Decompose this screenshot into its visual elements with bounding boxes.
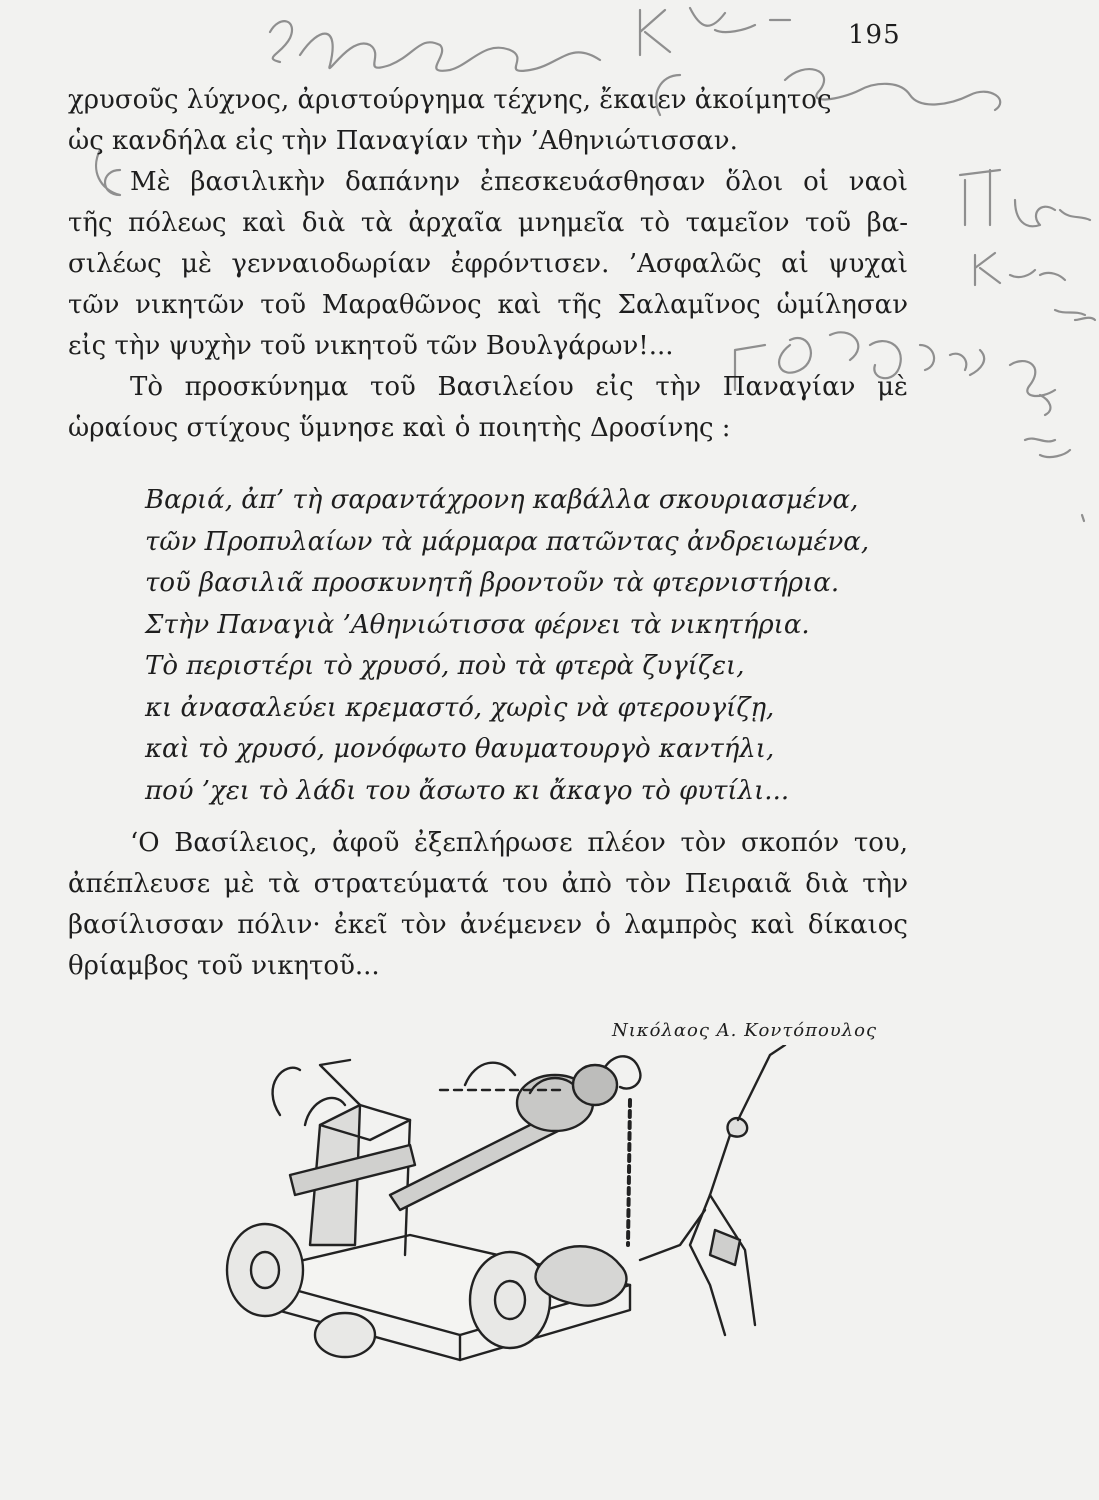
paragraph-3-line-2: ὡραίους στίχους ὕμνησε καὶ ὁ ποιητὴς Δροσίνης :: [68, 413, 731, 443]
poem-line-2: τῶν Προπυλαίων τὰ μάρμαρα πατῶντας ἀνδρειωμένα,: [145, 526, 870, 557]
poem-line-6: κι ἀνασαλεύει κρεμαστό, χωρὶς νὰ φτερουγίζῃ,: [145, 692, 775, 723]
pencil-scribble-k: [640, 8, 790, 55]
poem-line-7: καὶ τὸ χρυσό, μονόφωτο θαυματουργὸ καντήλι,: [145, 734, 775, 764]
paragraph-2-line-3: σιλέως μὲ γενναιοδωρίαν ἐφρόντισεν. ’Ασφαλῶς αἱ ψυχαὶ: [68, 249, 908, 279]
paragraph-2-line-1: Μὲ βασιλικὴν δαπάνην ἐπεσκευάσθησαν ὅλοι οἱ ναοὶ: [130, 167, 908, 197]
poem-line-8: πού ’χει τὸ λάδι του ἄσωτο κι ἄκαγο τὸ φυτίλι...: [145, 775, 790, 806]
page-number: 195: [848, 20, 901, 50]
paragraph-2-line-5: εἰς τὴν ψυχὴν τοῦ νικητοῦ τῶν Βουλγάρων!...: [68, 331, 674, 361]
pencil-dot: [1082, 515, 1084, 521]
pencil-scribble-right4: [1010, 361, 1070, 457]
body-text-top: [68, 80, 908, 449]
paragraph-2-line-4: τῶν νικητῶν τοῦ Μαραθῶνος καὶ τῆς Σαλαμῖνος ὡμίλησαν: [68, 290, 908, 320]
catapult-illustration: [210, 1045, 810, 1365]
poem-line-3: τοῦ βασιλιᾶ προσκυνητῆ βροντοῦν τὰ φτερνιστήρια.: [145, 568, 840, 598]
author-signature: Νικόλαος Α. Κοντόπουλος: [612, 1020, 878, 1041]
body-text-bottom: [68, 823, 908, 987]
closing-line-2: ἀπέπλευσε μὲ τὰ στρατεύματά του ἀπὸ τὸν Πειραιᾶ διὰ τὴν: [68, 869, 908, 899]
paragraph-3-line-1: Τὸ προσκύνημα τοῦ Βασιλείου εἰς τὴν Παναγίαν μὲ: [130, 372, 908, 402]
pencil-scribble-right2: [975, 200, 1090, 285]
poem-line-4: Στὴν Παναγιὰ ’Αθηνιώτισσα φέρνει τὰ νικητήρια.: [145, 609, 810, 640]
poem-line-5: Τὸ περιστέρι τὸ χρυσό, ποὺ τὰ φτερὰ ζυγίζει,: [145, 651, 745, 681]
pencil-scribble-right3: [1040, 273, 1095, 320]
closing-line-1: ‘Ο Βασίλειος, ἀφοῦ ἐξεπλήρωσε πλέον τὸν σκοπόν του,: [130, 828, 908, 858]
paragraph-1-line-2: ὡς κανδήλα εἰς τὴν Παναγίαν τὴν ’Αθηνιώτισσαν.: [68, 126, 738, 156]
pencil-pi: [960, 170, 1000, 225]
pencil-scribble-top: [270, 21, 600, 71]
paragraph-1-line-1: χρυσοῦς λύχνος, ἀριστούργημα τέχνης, ἔκαιεν ἀκοίμητος: [68, 85, 832, 115]
closing-line-4: θρίαμβος τοῦ νικητοῦ...: [68, 951, 380, 981]
poem-quote: [145, 480, 905, 812]
paragraph-2-line-2: τῆς πόλεως καὶ διὰ τὰ ἀρχαῖα μνημεῖα τὸ ταμεῖον τοῦ βα-: [68, 208, 908, 238]
closing-line-3: βασίλισσαν πόλιν· ἐκεῖ τὸν ἀνέμενεν ὁ λαμπρὸς καὶ δίκαιος: [68, 910, 908, 940]
poem-line-1: Βαριά, ἀπ’ τὴ σαραντάχρονη καβάλλα σκουριασμένα,: [145, 485, 859, 515]
